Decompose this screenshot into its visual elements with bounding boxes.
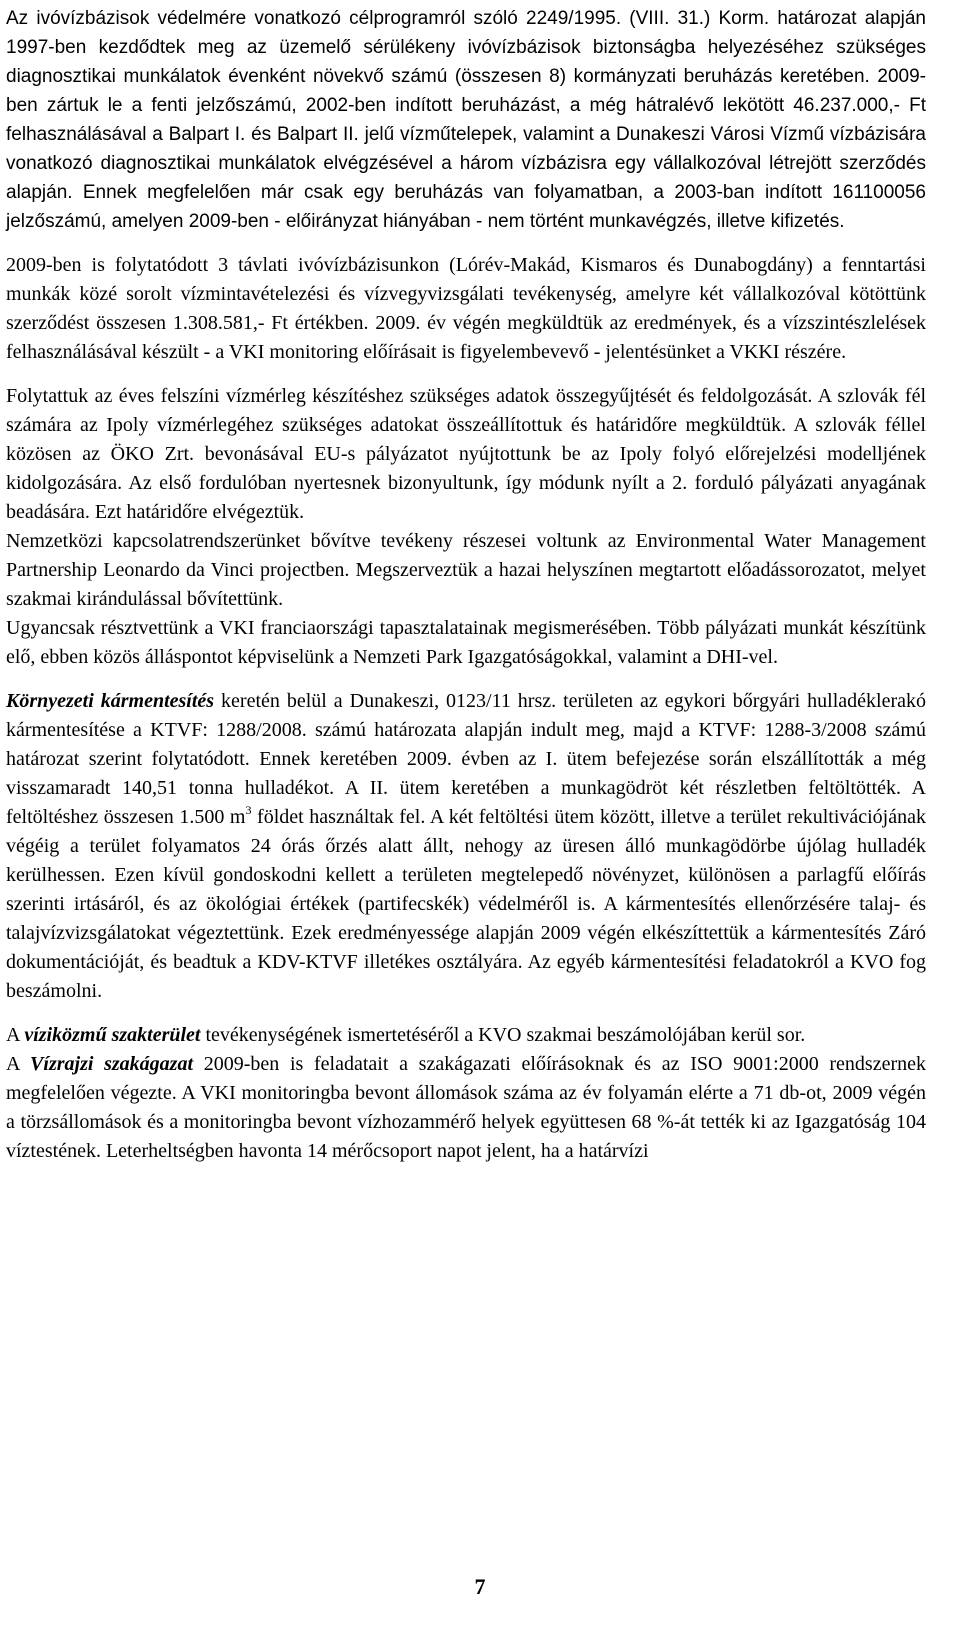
paragraph-vki-franciaorszag: Ugyancsak résztvettünk a VKI franciaországi tapasztalatainak megismerésében. Több pályázati munkát készítünk elő, ebben közös álláspontot képviselünk a Nemzeti Park Igazgatóságokkal, valamint a DHI-vel. (6, 617, 926, 668)
paragraph-tavlati-vizbazis: 2009-ben is folytatódott 3 távlati ivóvízbázisunkon (Lórév-Makád, Kismaros és Dunabogdány) a fenntartási munkák közé sorolt vízmintavételezési és vízvegyvizsgálati tevékenység, amelyre két vállalkozóval kötöttünk szerződést összesen 1.308.581,- Ft értékben. 2009. év végén megküldtük az eredmények, és a vízszintészlelések felhasználásával készült - a VKI monitoring előírásait is figyelembevevő - jelentésünket a VKKI részére. (6, 254, 926, 363)
karmentesites-heading: Környezeti kármentesítés (6, 690, 215, 712)
karmentesites-text-b: földet használtak fel. A két feltöltési ütem között, illetve a terület rekultivációjának végéig a terület folyamatos 24 órás őrzés alatt állt, nehogy az üresen álló munkagödörbe újólag hulladék kerülhessen. Ezen kívül gondoskodni kellett a területen megtelepedő növényzet, különösen a parlagfű előírás szerinti irtásáról, és az ökológiai értékek (partifecskék) védelméről is. A kármentesítés ellenőrzésére talaj- és talajvízvizsgálatokat végeztettünk. Ezek eredményessége alapján 2009 végén elkészíttettük a kármentesítés Záró dokumentációját, és beadtuk a KDV-KTVF illetékes osztályára. Az egyéb kármentesítési feladatokról a KVO fog beszámolni. (6, 806, 926, 1002)
page-number: 7 (474, 1574, 486, 1599)
paragraph-vizbazis-diagnosztika: Az ivóvízbázisok védelmére vonatkozó célprogramról szóló 2249/1995. (VIII. 31.) Korm. határozat alapján 1997-ben kezdődtek meg az üzemelő sérülékeny ivóvízbázisok biztonságba helyezéséhez szükséges diagnosztikai munkálatok évenként növekvő számú (összesen 8) kormányzati beruházás keretében. 2009-ben zártuk le a fenti jelzőszámú, 2002-ben indított beruházást, a még hátralévő lekötött 46.237.000,- Ft felhasználásával a Balpart I. és Balpart II. jelű vízműtelepek, valamint a Dunakeszi Városi Vízmű vízbázisára vonatkozó diagnosztikai munkálatok elvégzésével a három vízbázisra egy vállalkozóval létrejött szerződés alapján. Ennek megfelelően már csak egy beruházás van folyamatban, a 2003-ban indított 161100056 jelzőszámú, amelyen 2009-ben - előirányzat hiányában - nem történt munkavégzés, illetve kifizetés. (6, 8, 926, 232)
cubic-superscript: 3 (245, 803, 252, 817)
vizikozmu-heading: víziközmű szakterület (24, 1024, 201, 1046)
paragraph-vizmerleg: Folytattuk az éves felszíni vízmérleg készítéshez szükséges adatok összegyűjtését és feldolgozását. A szlovák fél számára az Ipoly vízmérlegéhez szükséges adatokat összeállítottuk és határidőre megküldtük. A szlovák féllel közösen az ÖKO Zrt. bevonásával EU-s pályázatot nyújtottunk be az Ipoly folyó előrejelzési modelljének kidolgozására. Az első fordulóban nyertesnek bizonyultunk, így módunk nyílt a 2. forduló pályázati anyagának beadására. Ezt határidőre elvégeztük. (6, 385, 926, 523)
vizrajz-heading: Vízrajzi szakágazat (30, 1053, 194, 1075)
paragraph-vizrajz (6, 1050, 926, 1166)
vizikozmu-text: tevékenységének ismertetéséről a KVO szakmai beszámolójában kerül sor. (200, 1024, 806, 1046)
karmentesites-text-a: keretén belül a Dunakeszi, 0123/11 hrsz. területen az egykori bőrgyári hulladéklerakó kármentesítése a KTVF: 1288/2008. számú határozata alapján indult meg, majd a KTVF: 1288-3/2008 számú határozat szerint folytatódott. Ennek keretében 2009. évben az I. ütem befejezése során elszállították a még visszamaradt 140,51 tonna hulladékot. A II. ütem keretében a munkagödröt két részletben feltöltötték. A feltöltéshez összesen 1.500 m (6, 690, 926, 828)
paragraph-vizikozmu (6, 1021, 926, 1050)
vizrajz-text: 2009-ben is feladatait a szakágazati előírásoknak és az ISO 9001:2000 rendszernek megfelelően végezte. A VKI monitoringba bevont állomások száma az év folyamán elérte a 71 db-ot, 2009 végén a törzsállomások és a monitoringba bevont vízhozammérő helyek együttesen 68 %-át tették ki az Igazgatóság 104 víztestének. Leterheltségben havonta 14 mérőcsoport napot jelent, ha a határvízi (6, 1053, 926, 1162)
paragraph-karmentesites (6, 687, 926, 1006)
paragraph-nemzetkozi-kapcsolatok: Nemzetközi kapcsolatrendszerünket bővítve tevékeny részesei voltunk az Environmental Water Management Partnership Leonardo da Vinci projectben. Megszerveztük a hazai helyszínen megtartott előadássorozatot, melyet szakmai kirándulással bővítettünk. (6, 530, 926, 610)
vizikozmu-prefix: A (6, 1024, 25, 1046)
vizrajz-prefix: A (6, 1053, 31, 1075)
